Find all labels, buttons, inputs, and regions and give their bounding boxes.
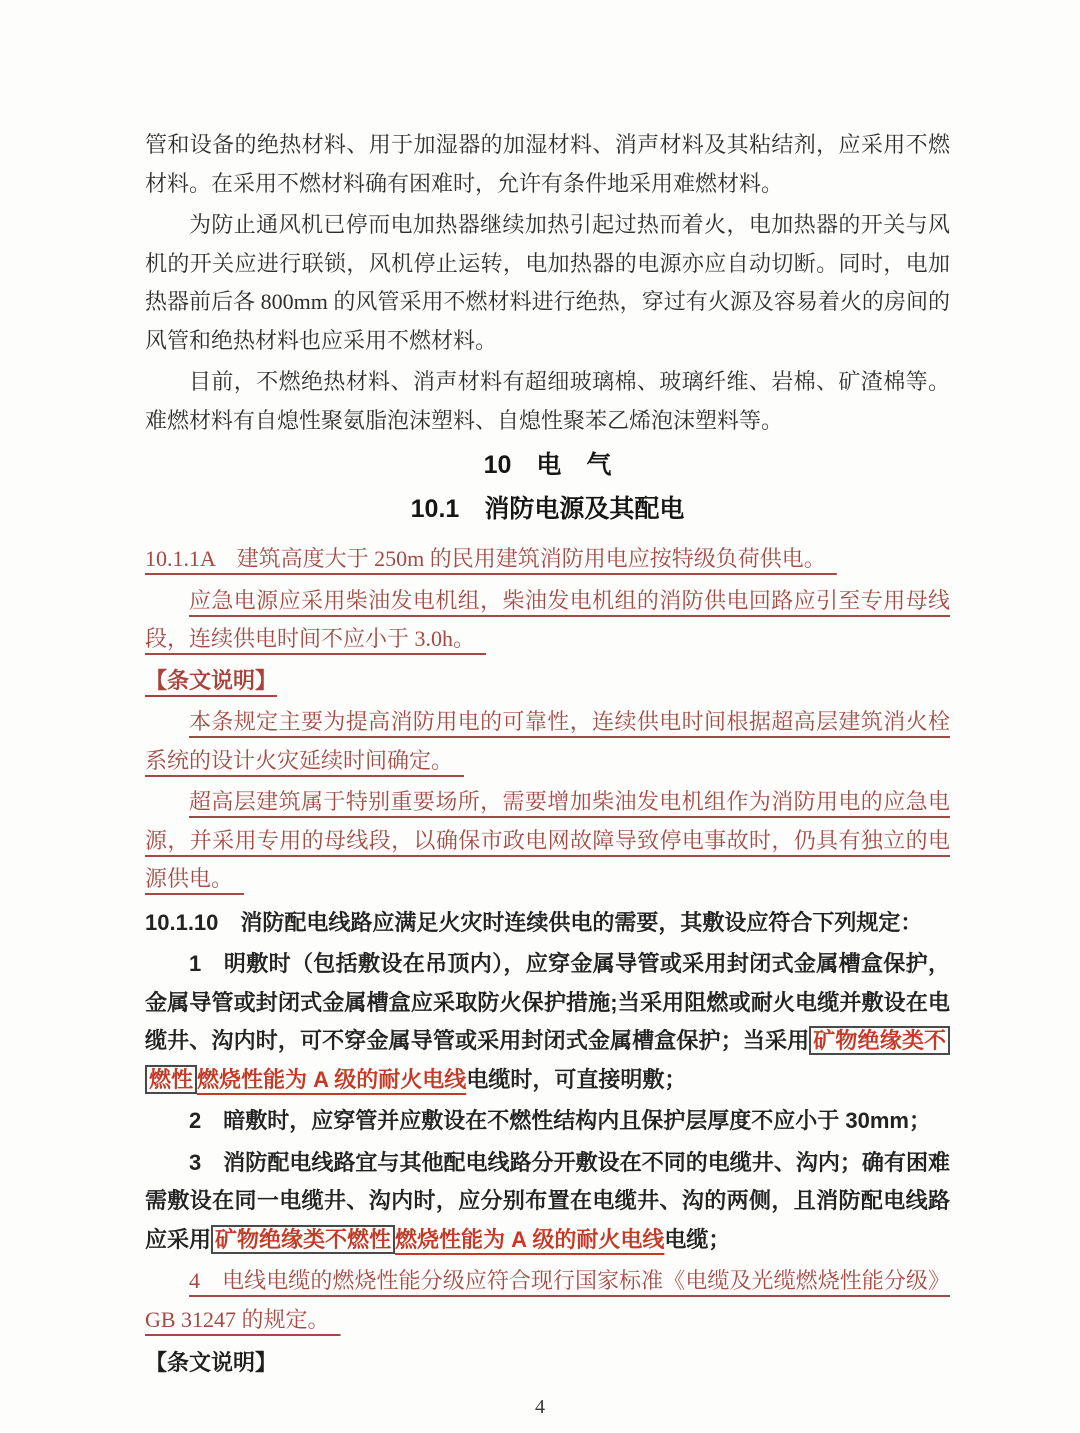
underlined-revision-text: 燃烧性能为 A 级的耐火电线 bbox=[197, 1066, 467, 1092]
text-run: 目前，不燃绝热材料、消声材料有超细玻璃棉、玻璃纤维、岩棉、矿渣棉等。难燃材料有自熄性聚氨脂泡沫塑料、自熄性聚苯乙烯泡沫塑料等。 bbox=[145, 369, 950, 433]
commentary-paragraph-2 bbox=[145, 783, 950, 899]
clause-item-2 bbox=[145, 1102, 950, 1141]
clause-10-1-10 bbox=[145, 904, 950, 943]
page-number: 4 bbox=[535, 1396, 545, 1418]
text-run: 本条规定主要为提高消防用电的可靠性，连续供电时间根据超高层建筑消火栓系统的设计火灾延续时间确定。 bbox=[145, 709, 950, 773]
boxed-revision-text: 矿物绝缘类不燃性 bbox=[145, 1026, 950, 1094]
text-run: 4 电线电缆的燃烧性能分级应符合现行国家标准《电缆及光缆燃烧性能分级》GB 31247 的规定。 bbox=[145, 1268, 950, 1332]
clause-10-1-1A bbox=[145, 540, 950, 579]
paragraph-heater-interlock bbox=[145, 206, 950, 360]
text-run: 【条文说明】 bbox=[145, 1350, 278, 1375]
boxed-revision-text: 矿物绝缘类不燃性 bbox=[211, 1225, 395, 1254]
section-heading bbox=[145, 487, 950, 531]
text-run: 1 明敷时（包括敷设在吊顶内），应穿金属导管或采用封闭式金属槽盒保护，金属导管或封闭式金属槽盒应采取防火保护措施;当采用阻燃或耐火电缆并敷设在电缆井、沟内时，可不穿金属导管或采用封闭式金属槽盒保护；当采用 bbox=[145, 951, 950, 1053]
text-run: 电缆； bbox=[664, 1226, 731, 1252]
text-run: 为防止通风机已停而电加热器继续加热引起过热而着火，电加热器的开关与风机的开关应进行联锁，风机停止运转，电加热器的电源亦应自动切断。同时，电加热器前后各 800mm 的风管采用不燃材料进行绝热，穿过有火源及容易着火的房间的风管和绝热材料也应采用不燃材料。 bbox=[145, 212, 950, 353]
underlined-revision-text: 燃烧性能为 A 级的耐火电线 bbox=[395, 1226, 665, 1252]
text-run: 10.1.1A 建筑高度大于 250m 的民用建筑消防用电应按特级负荷供电。 bbox=[145, 546, 837, 571]
commentary-label-black bbox=[145, 1344, 950, 1383]
text-run: 10 电 气 bbox=[483, 451, 612, 479]
document-body bbox=[145, 126, 950, 1386]
paragraph-material-examples bbox=[145, 363, 950, 440]
text-run: 电缆时，可直接明敷； bbox=[466, 1066, 687, 1092]
clause-10-1-1A-continued bbox=[145, 582, 950, 659]
text-run: 应急电源应采用柴油发电机组，柴油发电机组的消防供电回路应引至专用母线段，连续供电时间不应小于 3.0h。 bbox=[145, 587, 950, 651]
text-run: 2 暗敷时，应穿管并应敷设在不燃性结构内且保护层厚度不应小于 30mm； bbox=[189, 1108, 931, 1133]
text-run: 10.1 消防电源及其配电 bbox=[410, 495, 685, 523]
paragraph-insulation-materials bbox=[145, 126, 950, 203]
clause-item-4 bbox=[145, 1262, 950, 1339]
text-run: 【条文说明】 bbox=[145, 667, 278, 693]
commentary-label-red bbox=[145, 662, 950, 701]
clause-item-1 bbox=[145, 945, 950, 1099]
text-run: 3 消防配电线路宜与其他配电线路分开敷设在不同的电缆井、沟内；确有困难需敷设在同一电缆井、沟内时，应分别布置在电缆井、沟的两侧，且消防配电线路应采用 bbox=[145, 1149, 950, 1252]
text-run: 10.1.10 消防配电线路应满足火灾时连续供电的需要，其敷设应符合下列规定： bbox=[145, 909, 923, 935]
chapter-heading bbox=[145, 443, 950, 487]
commentary-paragraph-1 bbox=[145, 703, 950, 780]
text-run: 管和设备的绝热材料、用于加湿器的加湿材料、消声材料及其粘结剂，应采用不燃材料。在采用不燃材料确有困难时，允许有条件地采用难燃材料。 bbox=[145, 132, 950, 196]
clause-item-3 bbox=[145, 1144, 950, 1260]
text-run: 超高层建筑属于特别重要场所，需要增加柴油发电机组作为消防用电的应急电源，并采用专用的母线段，以确保市政电网故障导致停电事故时，仍具有独立的电源供电。 bbox=[145, 789, 950, 891]
